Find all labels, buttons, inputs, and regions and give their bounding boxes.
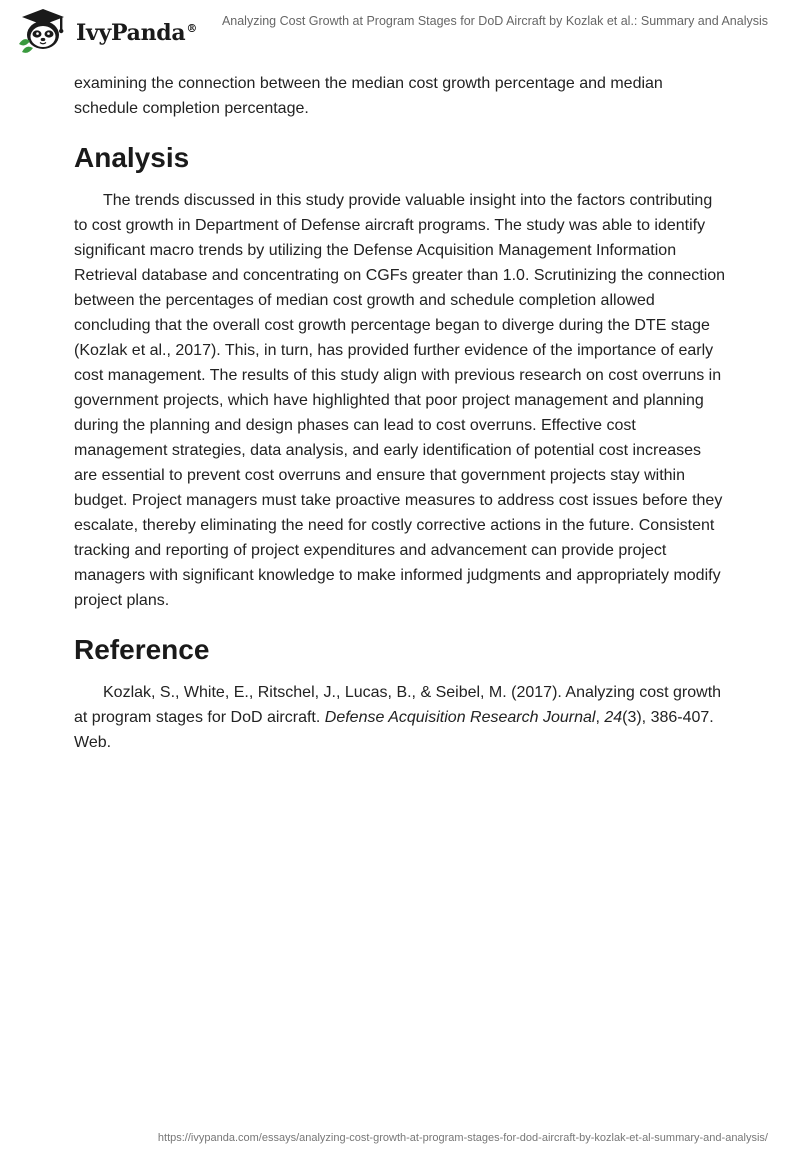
- citation-authors: Kozlak, S., White, E., Ritschel, J., Lucas, B., & Seibel, M. (2017). Analyzing cost growth at program stages for DoD aircraft.: [74, 684, 722, 726]
- essay-content: [74, 71, 726, 755]
- citation-volume: 24: [604, 709, 623, 726]
- panda-graduation-cap-icon: [16, 8, 72, 54]
- page-url[interactable]: https://ivypanda.com/essays/analyzing-cost-growth-at-program-stages-for-dod-aircraft-by-kozlak-et-al-summary-and-analysis/: [157, 1132, 768, 1144]
- citation-separator: ,: [595, 709, 605, 726]
- reference-citation: [74, 680, 726, 755]
- logo-wordmark: [76, 20, 197, 46]
- analysis-paragraph: The trends discussed in this study provide valuable insight into the factors contributing to cost growth in Department of Defense aircraft programs. The study was able to identify significant macro trends by utilizing the Defense Acquisition Management Information Retrieval database and concentrating on CGFs greater than 1.0. Scrutinizing the connection between the percentages of median cost growth and schedule completion allowed concluding that the overall cost growth percentage began to diverge during the DTE stage (Kozlak et al., 2017). This, in turn, has provided further evidence of the importance of early cost management. The results of this study align with previous research on cost overruns in government projects, which have highlighted that poor project management and planning during the planning and design phases can lead to cost overruns. Effective cost management strategies, data analysis, and early identification of potential cost increases are essential to prevent cost overruns and ensure that government projects stay within budget. Project managers must take proactive measures to address cost issues before they escalate, thereby eliminating the need for costly corrective actions in the future. Consistent tracking and reporting of project expenditures and advancement can provide project managers with significant knowledge to make informed judgments and appropriately modify project plans.: [74, 192, 726, 609]
- page-header: [0, 0, 800, 60]
- document-title: Analyzing Cost Growth at Program Stages for DoD Aircraft by Kozlak et al.: Summary and Analysis: [221, 14, 768, 28]
- analysis-heading: Analysis: [74, 142, 190, 173]
- citation-issue-pages: (3), 386-407. Web.: [74, 709, 714, 751]
- reference-heading: Reference: [74, 634, 210, 665]
- ivypanda-logo[interactable]: [16, 8, 196, 54]
- intro-continuation: examining the connection between the median cost growth percentage and median schedule completion percentage.: [74, 75, 663, 117]
- citation-journal: Defense Acquisition Research Journal: [324, 709, 596, 726]
- registered-mark: ®: [186, 21, 198, 35]
- logo-name: IvyPanda: [76, 20, 186, 46]
